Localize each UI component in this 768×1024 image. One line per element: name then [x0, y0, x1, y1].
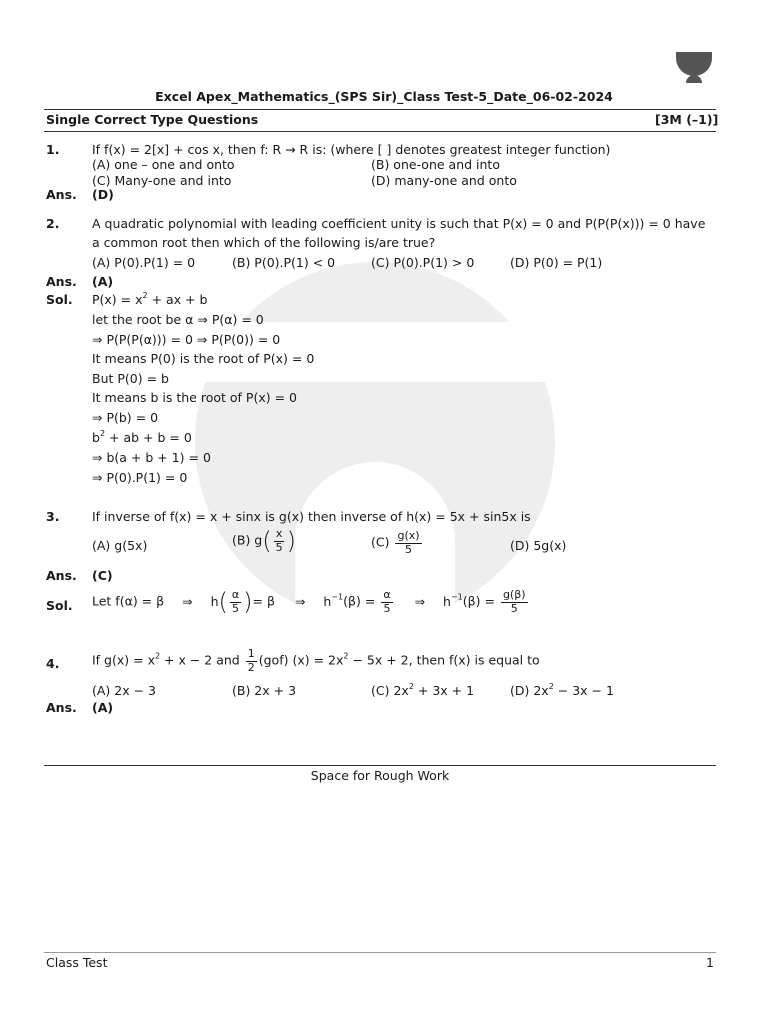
option-b: (B) 2x + 3	[232, 683, 297, 698]
answer-value: (A)	[92, 274, 114, 289]
solution-line: $P(x) = x^2$ + ax + b	[92, 291, 208, 307]
option-b: (B) g( $\frac{x}{5}$ )	[232, 527, 296, 556]
solution-line: Let f(α) = β ⇒ h( $\frac{\alpha}{5}$ )= β ⇒ $h^{-1}(\beta)$ = $\frac{\alpha}{5}$ ⇒ $h^{-1}(\beta)$ = $\frac{g(\beta)}{5}$	[92, 588, 526, 617]
document-title: Excel Apex_Mathematics_(SPS Sir)_Class Test-5_Date_06-02-2024	[155, 89, 613, 104]
answer-value: (D)	[92, 187, 114, 202]
section-marks: [3M (–1)]	[655, 112, 719, 127]
question-number: 1.	[46, 142, 60, 157]
option-a: (A) g(5x)	[92, 538, 148, 553]
option-b: (B) one-one and into	[371, 157, 500, 172]
question-text: If inverse of f(x) = x + sinx is g(x) then inverse of h(x) = 5x + sin5x is	[92, 509, 531, 524]
title-rule	[44, 109, 716, 110]
question-number: 3.	[46, 509, 60, 524]
option-a: (A) P(0).P(1) = 0	[92, 255, 196, 270]
option-a: (A) 2x − 3	[92, 683, 157, 698]
brand-logo	[676, 52, 712, 84]
question-text: If f(x) = 2[x] + cos x, then f: R → R is: (where [ ] denotes greatest integer function)	[92, 142, 611, 157]
answer-value: (C)	[92, 568, 113, 583]
answer-label: Ans.	[46, 187, 77, 202]
option-a: (A) one – one and onto	[92, 157, 235, 172]
rough-work-label: Space for Rough Work	[310, 768, 450, 783]
option-c: (C) $2x^2 + 3x + 1$	[371, 682, 475, 698]
solution-label: Sol.	[46, 292, 73, 307]
question-text: A quadratic polynomial with leading coefficient unity is such that P(x) = 0 and P(P(P(x))) = 0 have	[92, 216, 706, 231]
option-c: (C) $\frac{g(x)}{5}$	[371, 529, 420, 556]
option-d: (D) 5g(x)	[510, 538, 567, 553]
solution-line: ⇒ P(P(P(α))) = 0 ⇒ P(P(0)) = 0	[92, 332, 281, 347]
question-number: 4.	[46, 656, 60, 671]
question-number: 2.	[46, 216, 60, 231]
footer-rule	[44, 952, 716, 953]
answer-label: Ans.	[46, 274, 77, 289]
answer-label: Ans.	[46, 568, 77, 583]
section-label: Single Correct Type Questions	[46, 112, 259, 127]
solution-line: ⇒ P(0).P(1) = 0	[92, 470, 188, 485]
option-d: (D) P(0) = P(1)	[510, 255, 603, 270]
option-b: (B) P(0).P(1) < 0	[232, 255, 336, 270]
solution-line: $b^2$ + ab + b = 0	[92, 429, 192, 445]
option-c: (C) P(0).P(1) > 0	[371, 255, 475, 270]
solution-line: ⇒ P(b) = 0	[92, 410, 159, 425]
solution-line: It means b is the root of P(x) = 0	[92, 390, 297, 405]
section-rule	[44, 131, 716, 132]
option-d: (D) $2x^2 - 3x - 1$	[510, 682, 614, 698]
question-text: a common root then which of the following is/are true?	[92, 235, 436, 250]
page-number: 1	[706, 955, 714, 970]
option-c: (C) Many-one and into	[92, 173, 232, 188]
answer-label: Ans.	[46, 700, 77, 715]
footer-label: Class Test	[46, 955, 108, 970]
question-text: If $g(x) = x^2 + x - 2$ and $\frac{1}{2}$ (gof) $(x) = 2x^2 - 5x + 2$, then f(x) is equal to	[92, 647, 540, 674]
solution-line: ⇒ b(a + b + 1) = 0	[92, 450, 211, 465]
solution-label: Sol.	[46, 598, 73, 613]
solution-line: It means P(0) is the root of P(x) = 0	[92, 351, 315, 366]
solution-line: But P(0) = b	[92, 371, 169, 386]
option-d: (D) many-one and onto	[371, 173, 517, 188]
rough-work-rule	[44, 765, 716, 766]
solution-line: let the root be α ⇒ P(α) = 0	[92, 312, 264, 327]
answer-value: (A)	[92, 700, 114, 715]
